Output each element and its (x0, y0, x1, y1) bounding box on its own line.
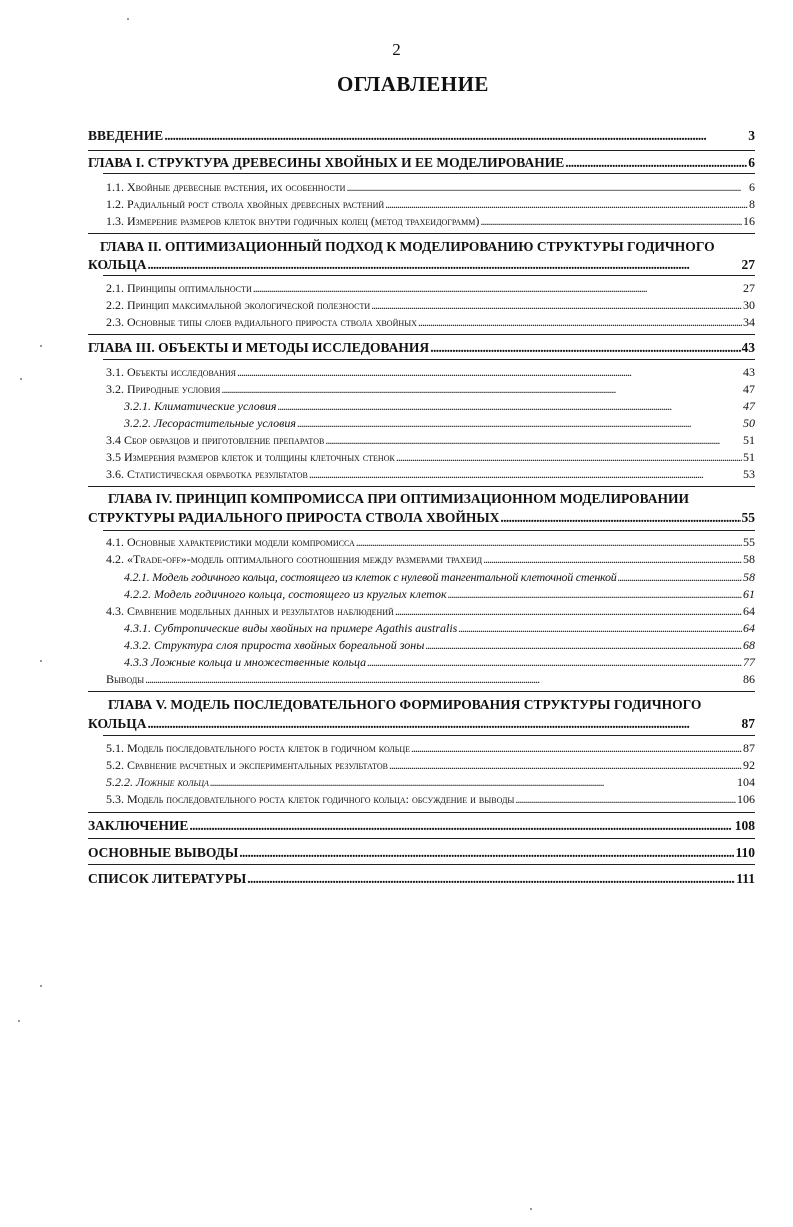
toc-entry-section-3-5[interactable]: 3.5 Измерения размеров клеток и толщины клеточных стенок . . . 51 (106, 450, 755, 465)
toc-entry-section-5-3[interactable]: 5.3. Модель последовательного роста клеток годичного кольца: обсуждение и выводы . . . 106 (106, 792, 755, 807)
toc-entry-section-1-1[interactable]: 1.1. Хвойные древесные растения, их особенности . . . 6 (106, 180, 755, 195)
separator (103, 530, 755, 531)
separator (103, 275, 755, 276)
toc-entry-section-2-2[interactable]: 2.2. Принцип максимальной экологической полезности . . . 30 (106, 298, 755, 313)
toc-entry-section-3-1[interactable]: 3.1. Объекты исследования . . . 43 (106, 365, 755, 380)
toc-entry-chapter-3[interactable]: ГЛАВА III. ОБЪЕКТЫ И МЕТОДЫ ИССЛЕДОВАНИЯ . . . 43 (88, 340, 755, 356)
toc-entry-section-4-2[interactable]: 4.2. «Trade-off»-модель оптимального соотношения между размерами трахеид . . . 58 (106, 552, 755, 567)
scan-speck (40, 985, 42, 987)
toc-entry-chapter-5[interactable]: КОЛЬЦА . . . 87 (88, 716, 755, 732)
toc-entry-section-1-2[interactable]: 1.2. Радиальный рост ствола хвойных древесных растений . . . 8 (106, 197, 755, 212)
separator (88, 864, 755, 865)
toc-entry-conclusion[interactable]: ЗАКЛЮЧЕНИЕ . . . 108 (88, 818, 755, 834)
toc-entry-chapter-1[interactable]: ГЛАВА I. СТРУКТУРА ДРЕВЕСИНЫ ХВОЙНЫХ И ЕЕ МОДЕЛИРОВАНИЕ . . . 6 (88, 155, 755, 171)
separator (88, 486, 755, 487)
toc-entry-main-findings[interactable]: ОСНОВНЫЕ ВЫВОДЫ . . . 110 (88, 845, 755, 861)
toc-entry-section-5-2-2[interactable]: 5.2.2. Ложные кольца . . . 104 (106, 775, 755, 790)
toc-entry-intro[interactable]: ВВЕДЕНИЕ . . . 3 (88, 128, 755, 144)
toc-chapter-2-title-line: ГЛАВА II. ОПТИМИЗАЦИОННЫЙ ПОДХОД К МОДЕЛИРОВАНИЮ СТРУКТУРЫ ГОДИЧНОГО (100, 239, 715, 254)
scan-speck (20, 378, 22, 380)
separator (88, 233, 755, 234)
separator (103, 173, 755, 174)
page-number: 2 (392, 40, 401, 59)
toc-entry-section-1-3[interactable]: 1.3. Измерение размеров клеток внутри годичных колец (метод трахеидограмм) . . . 16 (106, 214, 755, 229)
toc-entry-section-4-2-2[interactable]: 4.2.2. Модель годичного кольца, состоящего из круглых клеток . . . 61 (124, 587, 755, 602)
toc-entry-section-4-3-3[interactable]: 4.3.3 Ложные кольца и множественные кольца . . . 77 (124, 655, 755, 670)
toc-entry-section-3-6[interactable]: 3.6. Статистическая обработка результатов . . . 53 (106, 467, 755, 482)
toc-entry-section-2-3[interactable]: 2.3. Основные типы слоев радиального прироста ствола хвойных . . . 34 (106, 315, 755, 330)
toc-entry-section-4-1[interactable]: 4.1. Основные характеристики модели компромисса . . . 55 (106, 535, 755, 550)
scan-speck (40, 345, 42, 347)
toc-chapter-5-title-line: ГЛАВА V. МОДЕЛЬ ПОСЛЕДОВАТЕЛЬНОГО ФОРМИРОВАНИЯ СТРУКТУРЫ ГОДИЧНОГО (108, 697, 702, 712)
toc-chapter-4-title-line: ГЛАВА IV. ПРИНЦИП КОМПРОМИССА ПРИ ОПТИМИЗАЦИОННОМ МОДЕЛИРОВАНИИ (108, 491, 690, 506)
separator (88, 812, 755, 813)
toc-entry-section-4-2-1[interactable]: 4.2.1. Модель годичного кольца, состоящего из клеток с нулевой тангентальной клеточной стенкой . . . 58 (124, 570, 755, 585)
separator (88, 334, 755, 335)
separator (103, 735, 755, 736)
scan-speck (40, 660, 42, 662)
toc-entry-section-3-4[interactable]: 3.4 Сбор образцов и приготовление препаратов . . . 51 (106, 433, 755, 448)
toc-entry-references[interactable]: СПИСОК ЛИТЕРАТУРЫ . . . 111 (88, 871, 755, 887)
page-title: ОГЛАВЛЕНИЕ (337, 72, 489, 96)
separator (88, 838, 755, 839)
toc-entry-section-3-2[interactable]: 3.2. Природные условия . . . 47 (106, 382, 755, 397)
toc-entry-section-2-1[interactable]: 2.1. Принципы оптимальности . . . 27 (106, 281, 755, 296)
separator (88, 691, 755, 692)
scan-speck (127, 18, 129, 20)
toc-entry-chapter-2[interactable]: КОЛЬЦА . . . 27 (88, 257, 755, 273)
toc-entry-section-4-3-2[interactable]: 4.3.2. Структура слоя прироста хвойных бореальной зоны . . . 68 (124, 638, 755, 653)
toc-entry-section-5-2[interactable]: 5.2. Сравнение расчетных и экспериментальных результатов . . . 92 (106, 758, 755, 773)
toc-entry-chapter-4-conclusions[interactable]: Выводы . . . 86 (106, 672, 755, 687)
toc-entry-section-4-3-1[interactable]: 4.3.1. Субтропические виды хвойных на примере Agathis australis . . . 64 (124, 621, 755, 636)
toc-entry-section-3-2-1[interactable]: 3.2.1. Климатические условия . . . 47 (124, 399, 755, 414)
toc-entry-section-4-3[interactable]: 4.3. Сравнение модельных данных и результатов наблюдений . . . 64 (106, 604, 755, 619)
toc-entry-section-3-2-2[interactable]: 3.2.2. Лесорастительные условия . . . 50 (124, 416, 755, 431)
scan-speck (18, 1020, 20, 1022)
separator (88, 150, 755, 151)
separator (103, 359, 755, 360)
toc-entry-section-5-1[interactable]: 5.1. Модель последовательного роста клеток в годичном кольце . . . 87 (106, 741, 755, 756)
scan-speck (530, 1208, 532, 1210)
toc-entry-chapter-4[interactable]: СТРУКТУРЫ РАДИАЛЬНОГО ПРИРОСТА СТВОЛА ХВОЙНЫХ . . . 55 (88, 510, 755, 526)
